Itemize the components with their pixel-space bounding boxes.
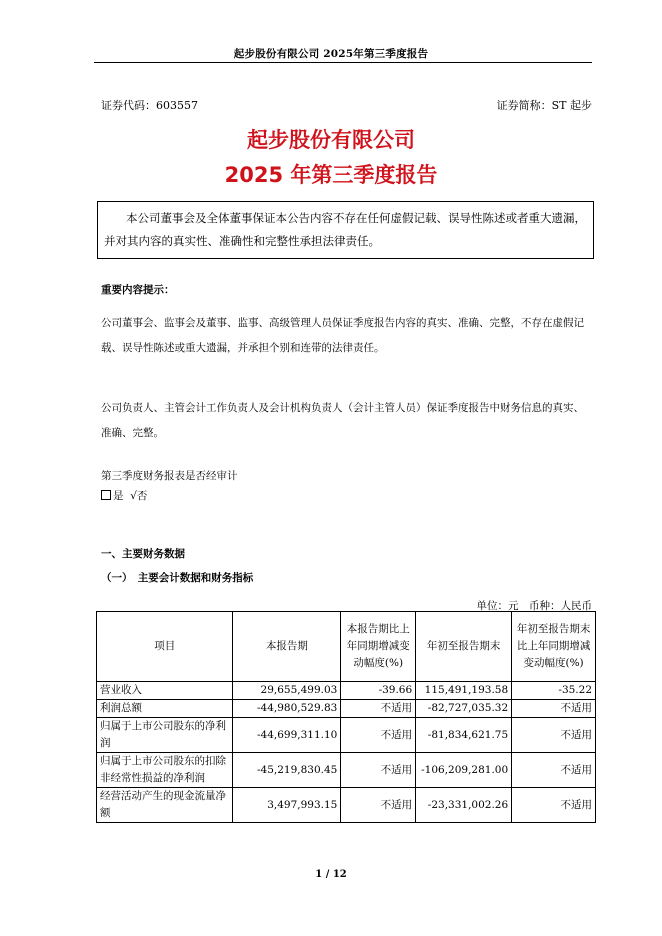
row-label: 经营活动产生的现金流量净额 <box>97 788 233 823</box>
table-row <box>97 682 596 700</box>
cell-value: 不适用 <box>512 753 596 788</box>
row-label: 营业收入 <box>97 682 233 700</box>
audit-no-label: √否 <box>130 490 148 502</box>
cell-value: 29,655,499.03 <box>233 682 341 700</box>
subsection-heading: （一） 主要会计数据和财务指标 <box>101 572 254 584</box>
checkbox-yes <box>101 490 111 500</box>
notice-text: 本公司董事会及全体董事保证本公告内容不存在任何虚假记载、误导性陈述或者重大遗漏，并对其内容的真实性、准确性和完整性承担法律责任。 <box>104 211 586 248</box>
table-header-row <box>97 612 596 682</box>
cell-value: 3,497,993.15 <box>233 788 341 823</box>
important-heading: 重要内容提示： <box>101 284 175 296</box>
table-row <box>97 718 596 753</box>
cell-value: 不适用 <box>341 718 416 753</box>
col-header-period-change: 本报告期比上年同期增减变动幅度(%) <box>341 612 416 682</box>
cell-value: -81,834,621.75 <box>416 718 512 753</box>
cell-value: -45,219,830.45 <box>233 753 341 788</box>
company-title: 起步股份有限公司 <box>247 128 415 152</box>
security-code: 证券代码：603557 <box>101 99 198 112</box>
cell-value: -44,980,529.83 <box>233 700 341 718</box>
financial-table <box>96 611 596 823</box>
header-divider <box>94 62 592 63</box>
cell-value: 不适用 <box>341 753 416 788</box>
unit-line: 单位：元 币种：人民币 <box>476 600 592 612</box>
cell-value: -35.22 <box>512 682 596 700</box>
cell-value: 不适用 <box>512 718 596 753</box>
cell-value: 不适用 <box>512 700 596 718</box>
cell-value: -39.66 <box>341 682 416 700</box>
cell-value: -106,209,281.00 <box>416 753 512 788</box>
report-title: 2025 年第三季度报告 <box>224 163 438 187</box>
section-heading: 一、主要财务数据 <box>101 548 185 560</box>
important-para-2: 公司负责人、主管会计工作负责人及会计机构负责人（会计主管人员）保证季度报告中财务信息的真实、准确、完整。 <box>101 402 584 439</box>
row-label: 归属于上市公司股东的扣除非经常性损益的净利润 <box>97 753 233 788</box>
cell-value: -23,331,002.26 <box>416 788 512 823</box>
cell-value: 不适用 <box>512 788 596 823</box>
col-header-ytd: 年初至报告期末 <box>416 612 512 682</box>
col-header-ytd-change: 年初至报告期末比上年同期增减变动幅度(%) <box>512 612 596 682</box>
cell-value: 不适用 <box>341 700 416 718</box>
table-row <box>97 788 596 823</box>
important-para-1: 公司董事会、监事会及董事、监事、高级管理人员保证季度报告内容的真实、准确、完整，不存在虚假记载、误导性陈述或重大遗漏，并承担个别和连带的法律责任。 <box>101 317 584 354</box>
cell-value: 115,491,193.58 <box>416 682 512 700</box>
cell-value: -82,727,035.32 <box>416 700 512 718</box>
col-header-item: 项目 <box>97 612 233 682</box>
security-abbr: 证券简称：ST 起步 <box>496 99 592 112</box>
row-label: 归属于上市公司股东的净利润 <box>97 718 233 753</box>
page-number: 1 / 12 <box>315 869 347 880</box>
table-row <box>97 753 596 788</box>
audit-yes-label: 是 <box>113 490 124 502</box>
cell-value: -44,699,311.10 <box>233 718 341 753</box>
audit-options <box>101 484 594 509</box>
row-label: 利润总额 <box>97 700 233 718</box>
col-header-period: 本报告期 <box>233 612 341 682</box>
cell-value: 不适用 <box>341 788 416 823</box>
running-header: 起步股份有限公司 2025年第三季度报告 <box>233 48 429 60</box>
audit-question: 第三季度财务报表是否经审计 <box>101 470 238 482</box>
table-row <box>97 700 596 718</box>
